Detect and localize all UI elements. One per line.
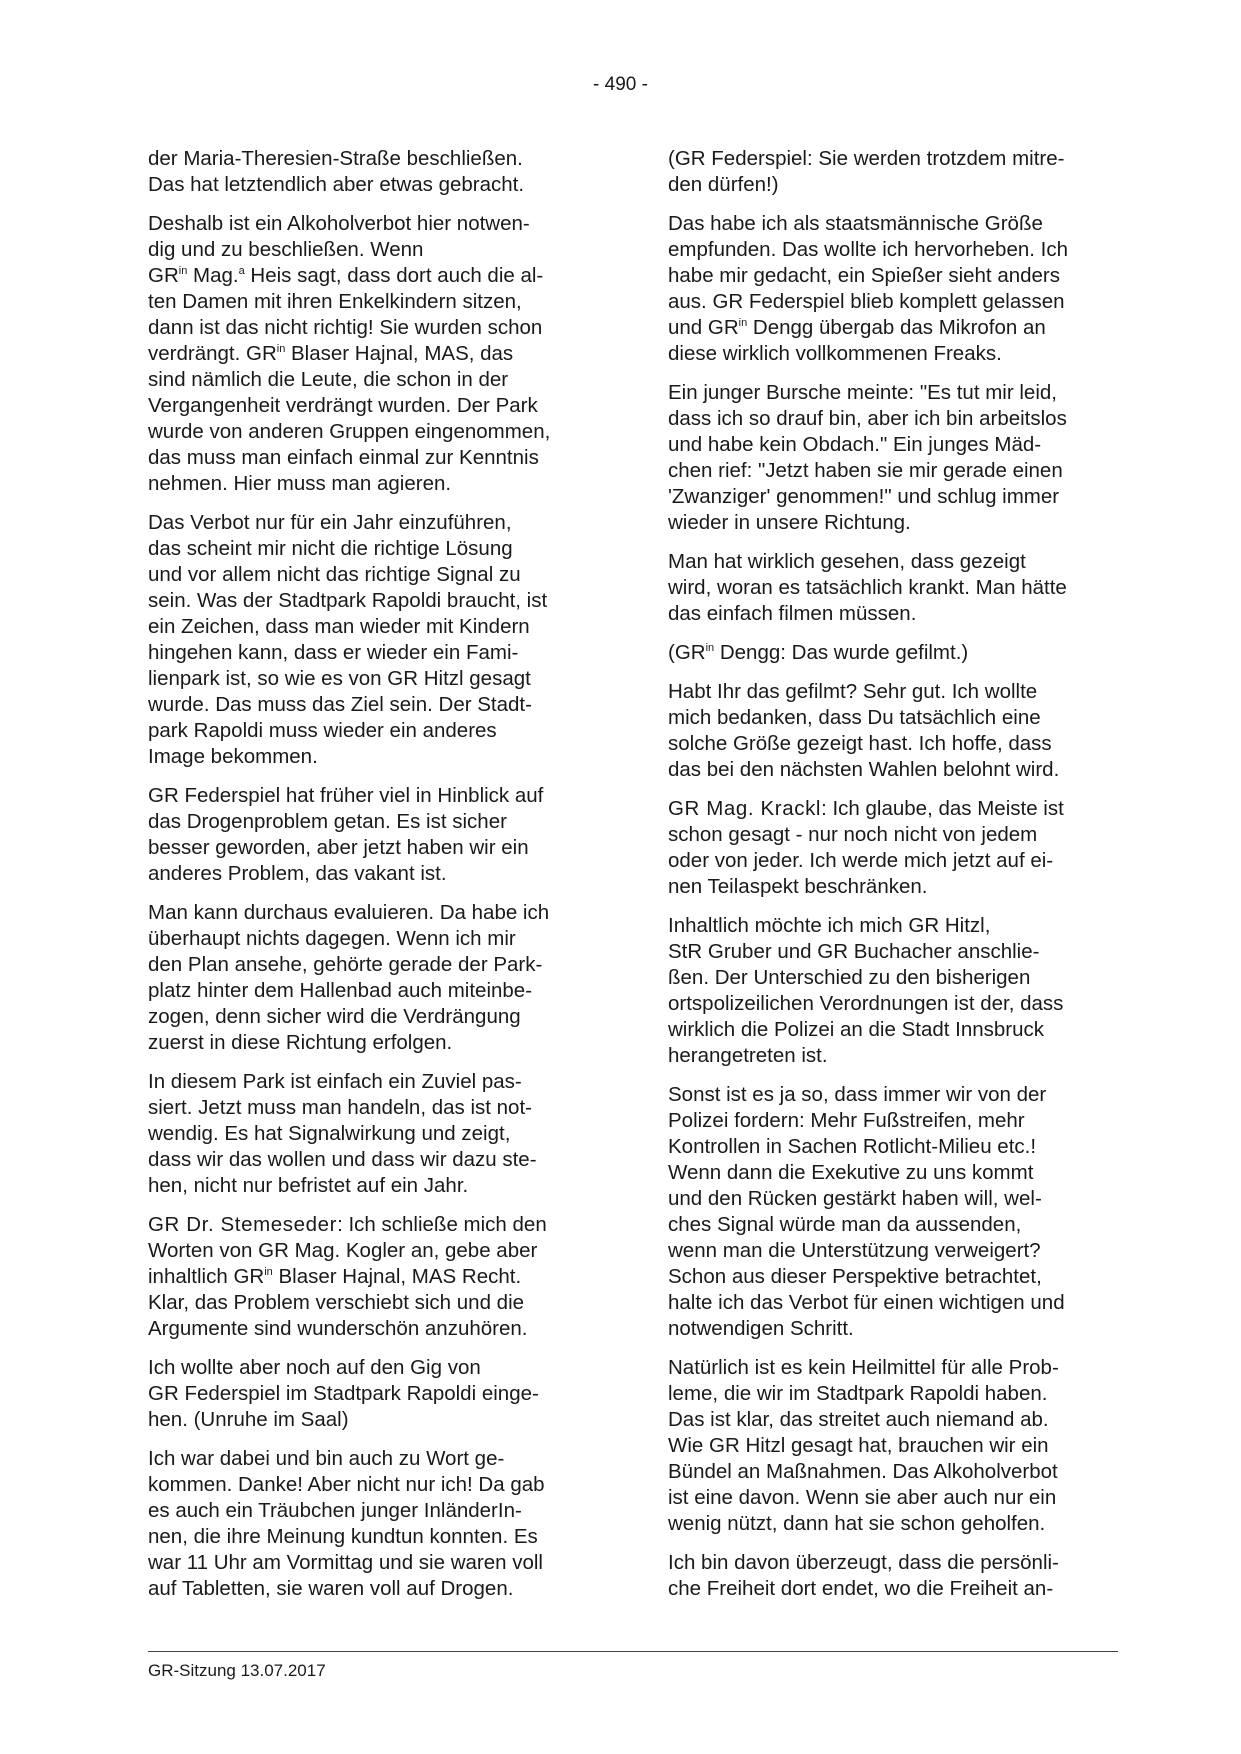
paragraph: Man kann durchaus evaluieren. Da habe ich überhaupt nichts dagegen. Wenn ich mir den Plan ansehe, gehörte gerade der Park- platz hinter dem Hallenbad auch miteinbe- zogen, denn sicher wird die Verdrängung zuerst in diese Richtung erfolgen. — [148, 901, 550, 1054]
paragraph: Das habe ich als staatsmännische Größe empfunden. Das wollte ich hervorheben. Ich habe mir gedacht, ein Spießer sieht anders aus. GR Federspiel blieb komplett gelassen und $GR^{in}$ Dengg übergab das Mikrofon an diese wirklich vollkommenen Freaks. — [668, 212, 1068, 365]
paragraph: der Maria-Theresien-Straße beschließen. Das hat letztendlich aber etwas gebracht. — [148, 147, 525, 196]
speaker-name: GR Mag. Krackl — [668, 797, 822, 820]
right-column — [668, 146, 1118, 1615]
paragraph: Ich bin davon überzeugt, dass die persönli- che Freiheit dort endet, wo die Freiheit an- — [668, 1551, 1059, 1600]
page-number: - 490 - — [593, 74, 648, 95]
footer-text: GR-Sitzung 13.07.2017 — [148, 1661, 326, 1680]
paragraph: Inhaltlich möchte ich mich GR Hitzl, StR Gruber und GR Buchacher anschlie- ßen. Der Unterschied zu den bisherigen ortspolizeilichen Verordnungen ist der, dass wirklich die Polizei an die Stadt Innsbruck herangetreten ist. — [668, 914, 1064, 1067]
paragraph: GR Dr. Stemeseder: Ich schließe mich den Worten von GR Mag. Kogler an, gebe aber inhaltlich $GR^{in}$ Blaser Hajnal, MAS Recht. Klar, das Problem verschiebt sich und die Argumente sind wunderschön anzuhören. — [148, 1213, 547, 1340]
footer-divider — [148, 1651, 1118, 1652]
speaker-name: GR Dr. Stemeseder — [148, 1213, 338, 1236]
paragraph: Deshalb ist ein Alkoholverbot hier notwen- dig und zu beschließen. Wenn $GR^{in}$ Mag.$^a$ Heis sagt, dass dort auch die al- ten Damen mit ihren Enkelkindern sitzen, dann ist das nicht richtig! Sie wurden schon verdrängt. $GR^{in}$ Blaser Hajnal, MAS, das sind nämlich die Leute, die schon in der Vergangenheit verdrängt wurden. Der Park wurde von anderen Gruppen eingenommen, das muss man einfach einmal zur Kenntnis nehmen. Hier muss man agieren. — [148, 212, 551, 495]
paragraph: In diesem Park ist einfach ein Zuviel pas- siert. Jetzt muss man handeln, das ist not- wendig. Es hat Signalwirkung und zeigt, dass wir das wollen und dass wir dazu ste- hen, nicht nur befristet auf ein Jahr. — [148, 1070, 537, 1197]
paragraph: Man hat wirklich gesehen, dass gezeigt wird, woran es tatsächlich krankt. Man hätte das einfach filmen müssen. — [668, 550, 1067, 625]
left-column — [148, 146, 598, 1615]
paragraph: (GR Federspiel: Sie werden trotzdem mitre- den dürfen!) — [668, 147, 1065, 196]
paragraph: ($GR^{in}$ Dengg: Das wurde gefilmt.) — [668, 641, 969, 664]
paragraph: GR Mag. Krackl: Ich glaube, das Meiste ist schon gesagt - nur noch nicht von jedem oder von jeder. Ich werde mich jetzt auf ei- nen Teilaspekt beschränken. — [668, 797, 1064, 898]
paragraph: Sonst ist es ja so, dass immer wir von der Polizei fordern: Mehr Fußstreifen, mehr Kontrollen in Sachen Rotlicht-Milieu etc.! Wenn dann die Exekutive zu uns kommt und den Rücken gestärkt haben will, wel- ches Signal würde man da aussenden, wenn man die Unterstützung verweigert? Schon aus dieser Perspektive betrachtet, halte ich das Verbot für einen wichtigen und notwendigen Schritt. — [668, 1083, 1065, 1340]
paragraph: Das Verbot nur für ein Jahr einzuführen, das scheint mir nicht die richtige Lösung und vor allem nicht das richtige Signal zu sein. Was der Stadtpark Rapoldi braucht, ist ein Zeichen, dass man wieder mit Kindern hingehen kann, dass er wieder ein Fami- lienpark ist, so wie es von GR Hitzl gesagt wurde. Das muss das Ziel sein. Der Stadt- park Rapoldi muss wieder ein anderes Image bekommen. — [148, 511, 548, 768]
paragraph: Natürlich ist es kein Heilmittel für alle Prob- leme, die wir im Stadtpark Rapoldi haben. Das ist klar, das streitet auch niemand ab. Wie GR Hitzl gesagt hat, brauchen wir ein Bündel an Maßnahmen. Das Alkoholverbot ist eine davon. Wenn sie aber auch nur ein wenig nützt, dann hat sie schon geholfen. — [668, 1356, 1059, 1535]
paragraph: Habt Ihr das gefilmt? Sehr gut. Ich wollte mich bedanken, dass Du tatsächlich eine solche Größe gezeigt hast. Ich hoffe, dass das bei den nächsten Wahlen belohnt wird. — [668, 680, 1060, 781]
paragraph: Ich wollte aber noch auf den Gig von GR Federspiel im Stadtpark Rapoldi einge- hen. (Unruhe im Saal) — [148, 1356, 539, 1431]
paragraph: GR Federspiel hat früher viel in Hinblick auf das Drogenproblem getan. Es ist sicher besser geworden, aber jetzt haben wir ein anderes Problem, das vakant ist. — [148, 784, 544, 885]
paragraph: Ein junger Bursche meinte: "Es tut mir leid, dass ich so drauf bin, aber ich bin arbeitslos und habe kein Obdach." Ein junges Mäd- chen rief: "Jetzt haben sie mir gerade einen 'Zwanziger' genommen!" und schlug immer wieder in unsere Richtung. — [668, 381, 1067, 534]
paragraph: Ich war dabei und bin auch zu Wort ge- kommen. Danke! Aber nicht nur ich! Da gab es auch ein Träubchen junger InländerIn- nen, die ihre Meinung kundtun konnten. Es war 11 Uhr am Vormittag und sie waren voll auf Tabletten, sie waren voll auf Drogen. — [148, 1447, 545, 1600]
